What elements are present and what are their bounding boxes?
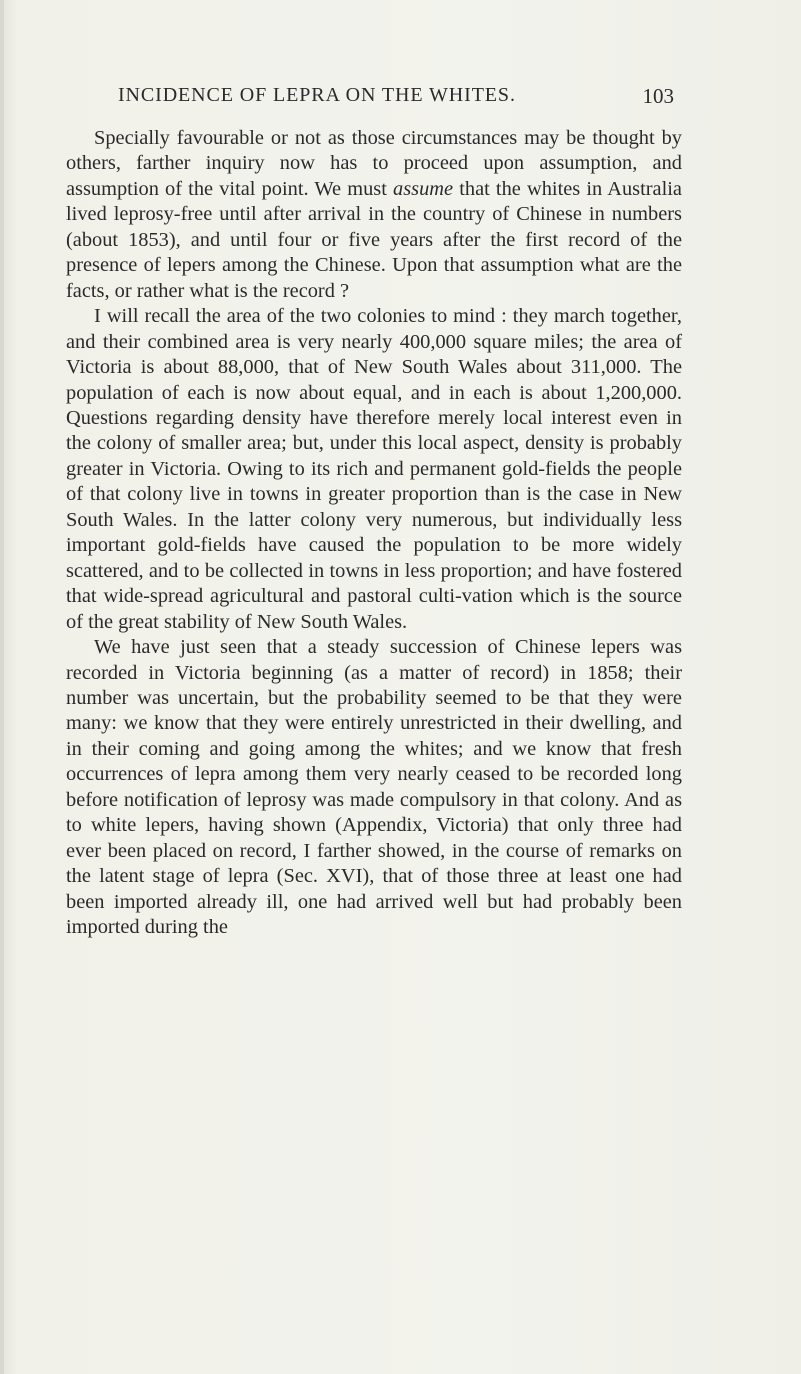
paragraph-3: We have just seen that a steady succession of Chinese lepers was recorded in Victoria beginning (as a matter of record) in 1858; their number was uncertain, but the probability seemed to be that they were many: we know that they were entirely unrestricted in their dwelling, and in their coming and going among the whites; and we know that fresh occurrences of lepra among them very nearly ceased to be recorded long before notification of leprosy was made compulsory in that colony. And as to white lepers, having shown (Appendix, Victoria) that only three had ever been placed on record, I farther showed, in the course of remarks on the latent stage of lepra (Sec. XVI), that of those three at least one had been imported already ill, one had arrived well but had probably been imported during the bbox=[66, 636, 682, 939]
paragraph-2: I will recall the area of the two colonies to mind : they march together, and their combined area is very nearly 400,000 square miles; the area of Victoria is about 88,000, that of New South Wales about 311,000. The population of each is now about equal, and in each is about 1,200,000. Questions regarding density have therefore merely local interest even in the colony of smaller area; but, under this local aspect, density is probably greater in Victoria. Owing to its rich and permanent gold-fields the people of that colony live in towns in greater proportion than is the case in New South Wales. In the latter colony very numerous, but individually less important gold-fields have caused the population to be more widely scattered, and to be collected in towns in less proportion; and have fostered that wide-spread agricultural and pastoral culti-vation which is the source of the great stability of New South Wales. bbox=[66, 305, 682, 633]
paragraph-1-part-a: Specially favourable or not as those circumstances may be thought by others, farther inquiry now has to proceed upon assumption, and assumption of the vital point. We must bbox=[66, 127, 682, 200]
body-text bbox=[66, 126, 682, 941]
paragraph-1-part-b: that the whites in Australia lived leprosy-free until after arrival in the country of Chinese in numbers (about 1853), and until four or five years after the first record of the presence of lepers among the Chinese. Upon that assumption what are the facts, or rather what is the record ? bbox=[66, 177, 682, 302]
running-title: INCIDENCE OF LEPRA ON THE WHITES. bbox=[118, 84, 516, 106]
running-head bbox=[118, 84, 674, 114]
page-number: 103 bbox=[642, 84, 674, 108]
page-binding-edge bbox=[0, 0, 4, 1374]
paragraph-1 bbox=[66, 126, 682, 304]
paragraph-1-emphasis: assume bbox=[393, 177, 454, 200]
